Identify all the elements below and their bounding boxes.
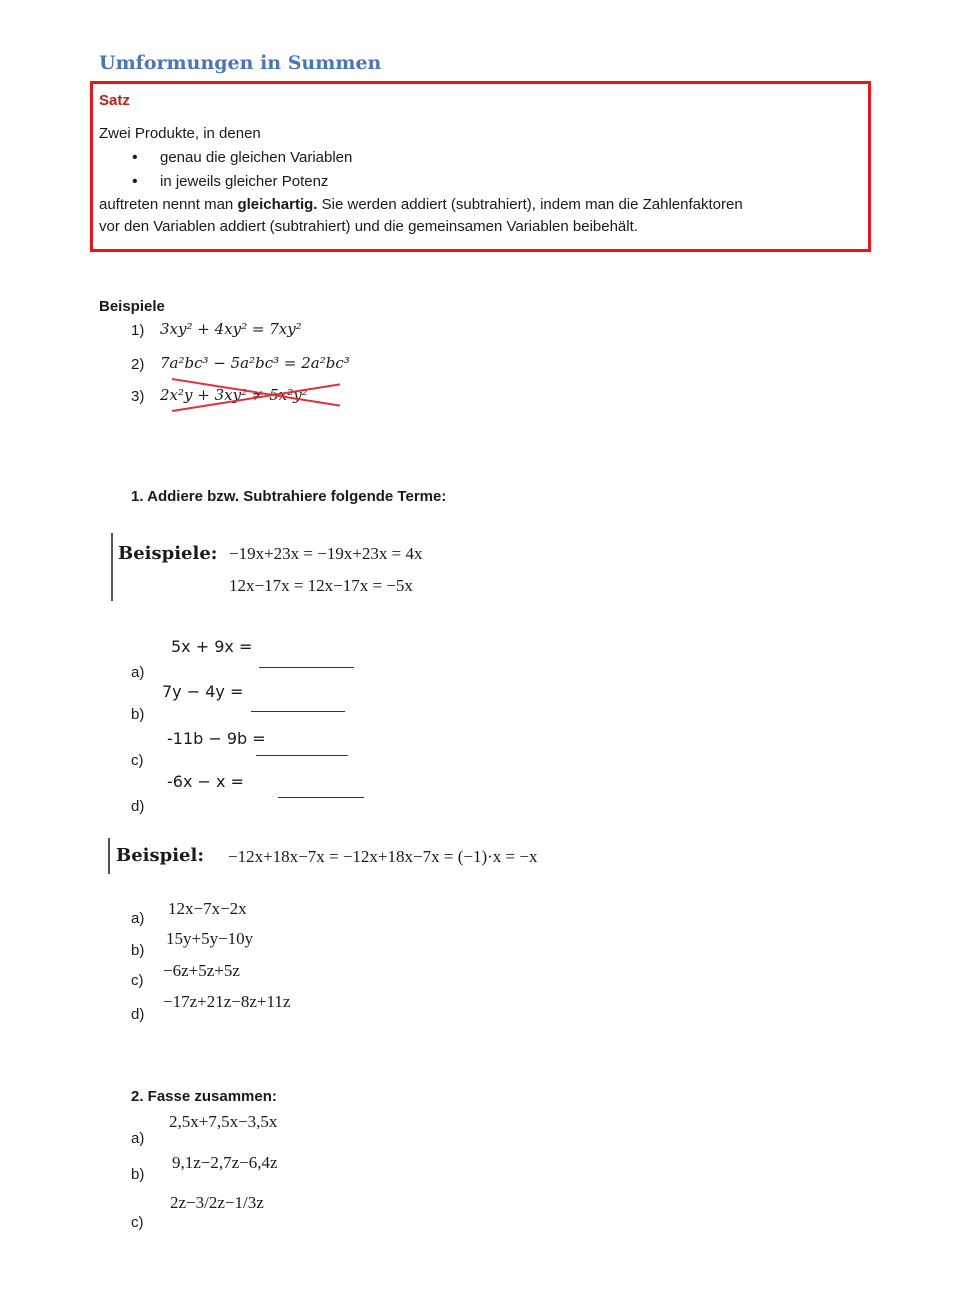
example-expr-1: 3xy² + 4xy² = 7xy²: [160, 320, 302, 338]
task1-d-label: d): [131, 798, 145, 815]
theorem-line-1-post: Sie werden addiert (subtrahiert), indem man die Zahlenfaktoren: [317, 196, 743, 213]
task1-example-label: Beispiele:: [118, 543, 218, 564]
task2-b-label: b): [131, 1166, 145, 1183]
task1-items2-d-expr: −17z+21z−8z+11z: [163, 992, 291, 1011]
theorem-intro: Zwei Produkte, in denen: [99, 125, 261, 142]
task1-items2-d-label: d): [131, 1006, 145, 1023]
theorem-line-2: vor den Variablen addiert (subtrahiert) und die gemeinsamen Variablen beibehält.: [99, 218, 638, 235]
task1-example-line-1: −19x+23x = −19x+23x = 4x: [229, 544, 423, 563]
task1-a-label: a): [131, 664, 145, 681]
task1-example-line-2: 12x−17x = 12x−17x = −5x: [229, 576, 413, 595]
task2-b-expr: 9,1z−2,7z−6,4z: [172, 1153, 278, 1172]
task1-items2-a-expr: 12x−7x−2x: [168, 899, 247, 918]
task1-items2-c-expr: −6z+5z+5z: [163, 961, 240, 980]
task2-heading: 2. Fasse zusammen:: [131, 1088, 277, 1105]
task1-a-expr: 5x + 9x =: [171, 637, 253, 656]
theorem-line-1: [99, 196, 743, 213]
task1-items2-b-label: b): [131, 942, 145, 959]
task1-d-expr: -6x − x =: [167, 772, 244, 791]
theorem-bullet-2: • in jeweils gleicher Potenz: [160, 173, 328, 190]
examples-heading: Beispiele: [99, 298, 165, 315]
task1-b-expr: 7y − 4y =: [162, 682, 244, 701]
task1-c-answer-line: [256, 755, 348, 756]
page-title: Umformungen in Summen: [99, 52, 382, 74]
theorem-bullet-1: • genau die gleichen Variablen: [160, 149, 352, 166]
example-bar-2: [108, 838, 110, 874]
example-num-3: 3): [131, 388, 145, 405]
example-bar-1: [111, 533, 113, 601]
example-num-2: 2): [131, 356, 145, 373]
task2-a-expr: 2,5x+7,5x−3,5x: [169, 1112, 278, 1131]
task1-b-answer-line: [251, 711, 345, 712]
task2-c-label: c): [131, 1214, 144, 1231]
task1-a-answer-line: [259, 667, 354, 668]
task1-b-label: b): [131, 706, 145, 723]
task1-heading: 1. Addiere bzw. Subtrahiere folgende Terme:: [131, 488, 447, 505]
task1-items2-b-expr: 15y+5y−10y: [166, 929, 254, 948]
task2-a-label: a): [131, 1130, 145, 1147]
task1-items2-c-label: c): [131, 972, 144, 989]
task1-example2-line: −12x+18x−7x = −12x+18x−7x = (−1)·x = −x: [228, 847, 538, 866]
example-num-1: 1): [131, 322, 145, 339]
task1-c-label: c): [131, 752, 144, 769]
example-expr-3: 2x²y + 3xy² ≠ 5x²y²: [160, 386, 308, 404]
task1-items2-a-label: a): [131, 910, 145, 927]
task2-c-expr: 2z−3/2z−1/3z: [170, 1193, 264, 1212]
example-expr-2: 7a²bc³ − 5a²bc³ = 2a²bc³: [160, 354, 350, 372]
task1-c-expr: -11b − 9b =: [167, 729, 266, 748]
theorem-label: Satz: [99, 92, 130, 109]
task1-d-answer-line: [278, 797, 364, 798]
theorem-line-1-pre: auftreten nennt man: [99, 196, 238, 213]
task1-example2-label: Beispiel:: [116, 845, 204, 866]
theorem-keyword: gleichartig.: [237, 196, 318, 213]
